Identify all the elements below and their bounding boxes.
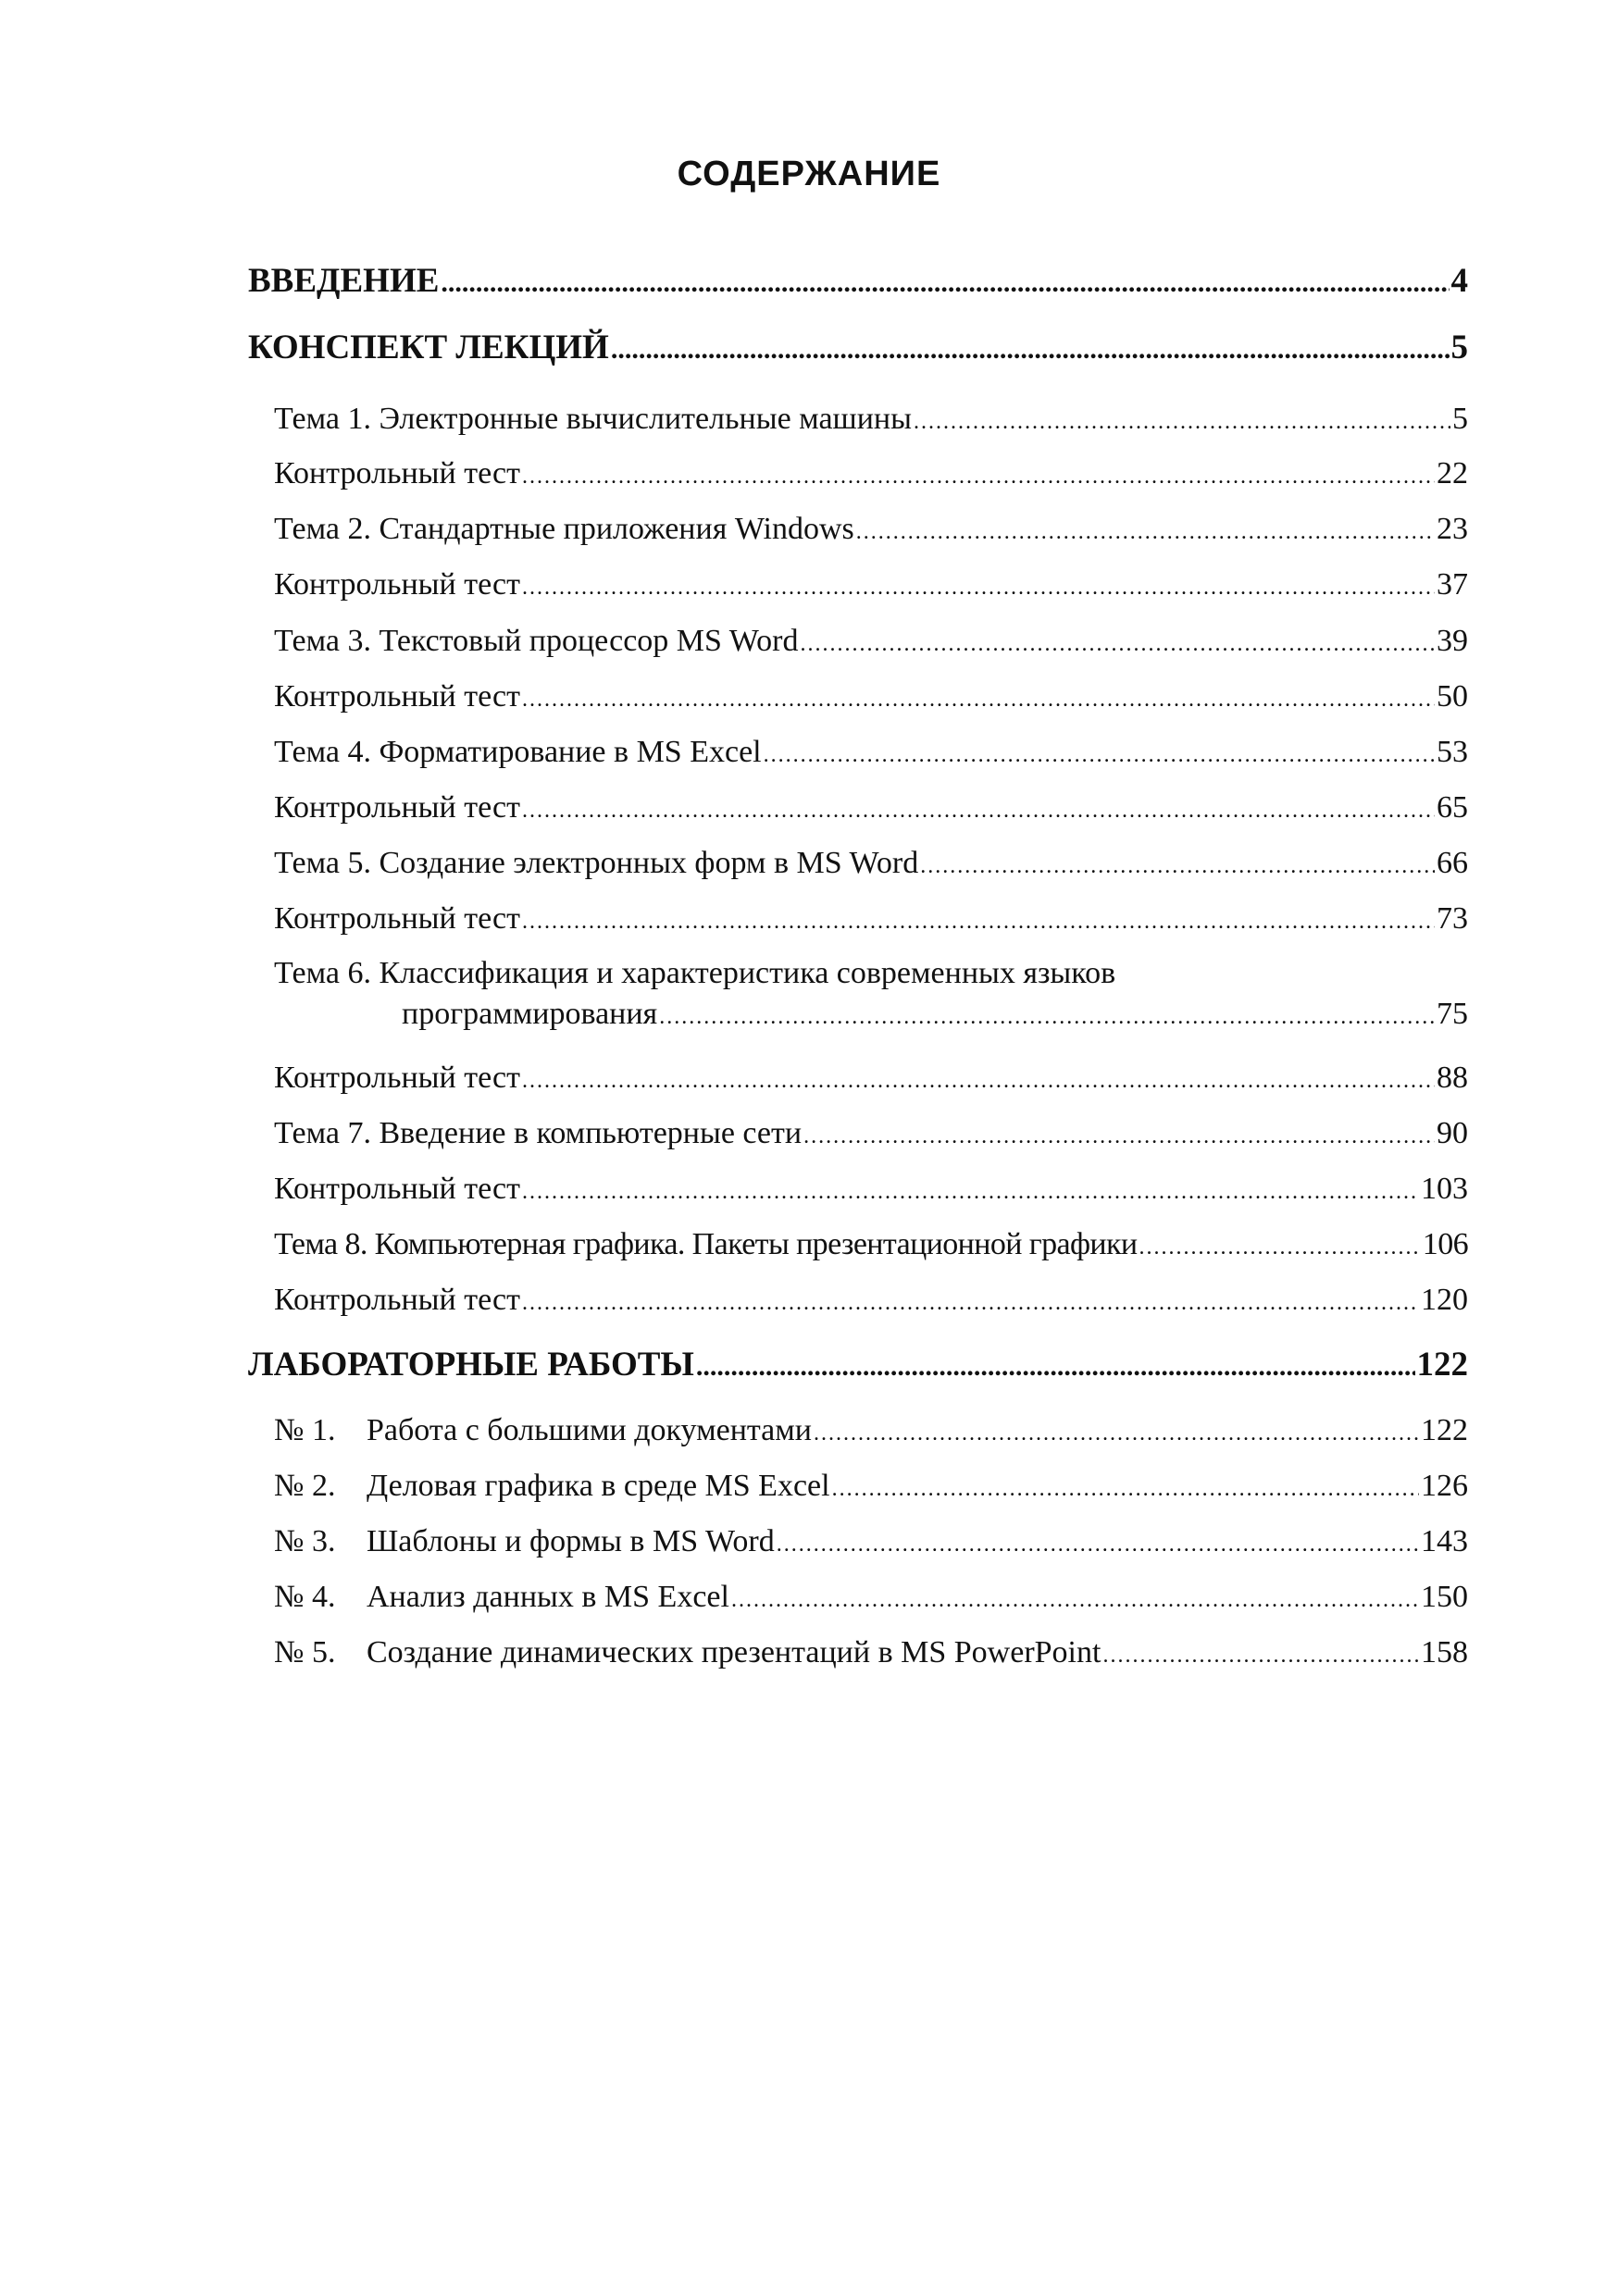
dot-leader <box>801 625 1436 664</box>
toc-entry-page: 126 <box>1421 1469 1468 1503</box>
toc-entry-page: 4 <box>1450 262 1468 300</box>
toc-entry-topic-8[interactable] <box>274 1225 1468 1267</box>
toc-entry-text: Контрольный тест <box>274 1172 520 1206</box>
dot-leader <box>522 791 1435 830</box>
toc-entry-labs[interactable] <box>248 1346 1468 1386</box>
dot-leader <box>522 568 1435 607</box>
toc-entry-page: 5 <box>1450 329 1468 366</box>
toc-entry-topic-3[interactable] <box>274 622 1468 664</box>
dot-leader <box>522 457 1435 496</box>
dot-leader <box>814 1414 1419 1453</box>
toc-entry-lab-2[interactable] <box>274 1467 1468 1508</box>
dot-leader <box>803 1117 1435 1156</box>
toc-entry-page: 88 <box>1437 1061 1468 1095</box>
dot-leader <box>731 1581 1419 1620</box>
toc-entry-topic-7[interactable] <box>274 1114 1468 1156</box>
toc-entry-test-3[interactable] <box>274 677 1468 719</box>
lab-number: № 1. <box>274 1413 336 1447</box>
toc-entry-test-7[interactable] <box>274 1170 1468 1211</box>
toc-entry-text: Тема 1. Электронные вычислительные машины <box>274 402 912 436</box>
toc-entry-lab-4[interactable] <box>274 1578 1468 1620</box>
toc-entry-text: Тема 5. Создание электронных форм в MS Word <box>274 846 919 880</box>
dot-leader <box>1102 1636 1419 1675</box>
toc-entry-text: КОНСПЕКТ ЛЕКЦИЙ <box>248 329 609 366</box>
toc-entry-page: 122 <box>1416 1346 1468 1384</box>
toc-entry-text: Контрольный тест <box>274 1283 520 1317</box>
dot-leader <box>920 847 1435 886</box>
lab-number: № 4. <box>274 1580 336 1614</box>
toc-entry-page: 37 <box>1437 567 1468 602</box>
toc-entry-test-4[interactable] <box>274 788 1468 830</box>
toc-entry-test-2[interactable] <box>274 565 1468 607</box>
dot-leader <box>1139 1228 1421 1267</box>
lab-number: № 3. <box>274 1524 336 1558</box>
dot-leader <box>611 330 1450 369</box>
toc-entry-text: Создание динамических презентаций в MS PowerPoint <box>367 1635 1101 1669</box>
toc-entry-page: 65 <box>1437 790 1468 825</box>
dot-leader <box>522 902 1435 941</box>
toc-entry-text: Тема 6. Классификация и характеристика современных языков <box>274 956 1116 990</box>
toc-entry-test-5[interactable] <box>274 900 1468 941</box>
toc-entry-text: Анализ данных в MS Excel <box>367 1580 729 1614</box>
toc-entry-text: ВВЕДЕНИЕ <box>248 262 440 300</box>
page-title: СОДЕРЖАНИЕ <box>677 155 941 193</box>
toc-entry-lab-1[interactable] <box>274 1411 1468 1453</box>
toc-entry-test-8[interactable] <box>274 1281 1468 1322</box>
toc-entry-test-6[interactable] <box>274 1059 1468 1100</box>
toc-entry-text: Тема 3. Текстовый процессор MS Word <box>274 624 799 658</box>
toc-entry-page: 103 <box>1421 1172 1468 1206</box>
toc-entry-page: 73 <box>1437 901 1468 936</box>
toc-entry-text: Шаблоны и формы в MS Word <box>367 1524 775 1558</box>
toc-entry-text: Тема 7. Введение в компьютерные сети <box>274 1116 803 1150</box>
toc-entry-page: 50 <box>1437 679 1468 714</box>
toc-entry-page: 75 <box>1437 997 1468 1031</box>
toc-entry-topic-4[interactable] <box>274 733 1468 775</box>
dot-leader <box>856 513 1435 552</box>
toc-entry-page: 39 <box>1437 624 1468 658</box>
dot-leader <box>522 680 1435 719</box>
toc-entry-page: 90 <box>1437 1116 1468 1150</box>
toc-entry-page: 5 <box>1452 402 1468 436</box>
dot-leader <box>832 1470 1419 1508</box>
toc-entry-topic-1[interactable] <box>274 400 1468 441</box>
dot-leader <box>441 264 1449 303</box>
toc-entry-page: 106 <box>1422 1227 1468 1261</box>
dot-leader <box>522 1173 1419 1211</box>
toc-entry-topic-6[interactable] <box>274 953 1468 1037</box>
toc-entry-text: Тема 8. Компьютерная графика. Пакеты презентационной графики <box>274 1227 1138 1261</box>
toc-entry-intro[interactable] <box>248 262 1468 303</box>
lab-number: № 2. <box>274 1469 336 1503</box>
dot-leader <box>522 1284 1419 1322</box>
toc-entry-text: Деловая графика в среде MS Excel <box>367 1469 830 1503</box>
toc-entry-text: Тема 4. Форматирование в MS Excel <box>274 735 762 769</box>
dot-leader <box>764 736 1435 775</box>
toc-entry-text: Контрольный тест <box>274 1061 520 1095</box>
toc-entry-topic-2[interactable] <box>274 510 1468 552</box>
toc-entry-text: Контрольный тест <box>274 456 520 490</box>
toc-entry-page: 120 <box>1421 1283 1468 1317</box>
dot-leader <box>777 1525 1419 1564</box>
lab-number: № 5. <box>274 1635 336 1669</box>
toc-entry-lectures[interactable] <box>248 329 1468 369</box>
toc-entry-continuation <box>402 994 1468 1037</box>
dot-leader <box>696 1347 1415 1386</box>
dot-leader <box>659 997 1435 1037</box>
toc-entry-page: 66 <box>1437 846 1468 880</box>
toc-entry-text: Контрольный тест <box>274 901 520 936</box>
toc-entry-text: Тема 2. Стандартные приложения Windows <box>274 512 854 546</box>
toc-entry-text: Контрольный тест <box>274 790 520 825</box>
toc-entry-page: 23 <box>1437 512 1468 546</box>
toc-entry-test-1[interactable] <box>274 454 1468 496</box>
toc-entry-text: ЛАБОРАТОРНЫЕ РАБОТЫ <box>248 1346 694 1384</box>
toc-entry-page: 53 <box>1437 735 1468 769</box>
dot-leader <box>522 1061 1435 1100</box>
toc-entry-page: 122 <box>1421 1413 1468 1447</box>
toc-entry-lab-3[interactable] <box>274 1522 1468 1564</box>
dot-leader <box>914 403 1450 441</box>
toc-entry-text: Контрольный тест <box>274 679 520 714</box>
toc-entry-page: 150 <box>1421 1580 1468 1614</box>
toc-entry-text: Работа с большими документами <box>367 1413 812 1447</box>
toc-entry-lab-5[interactable] <box>274 1633 1468 1675</box>
toc-entry-page: 143 <box>1421 1524 1468 1558</box>
toc-entry-page: 22 <box>1437 456 1468 490</box>
toc-entry-text-continued: программирования <box>402 997 658 1031</box>
toc-entry-text: Контрольный тест <box>274 567 520 602</box>
toc-entry-topic-5[interactable] <box>274 844 1468 886</box>
toc-entry-page: 158 <box>1421 1635 1468 1669</box>
